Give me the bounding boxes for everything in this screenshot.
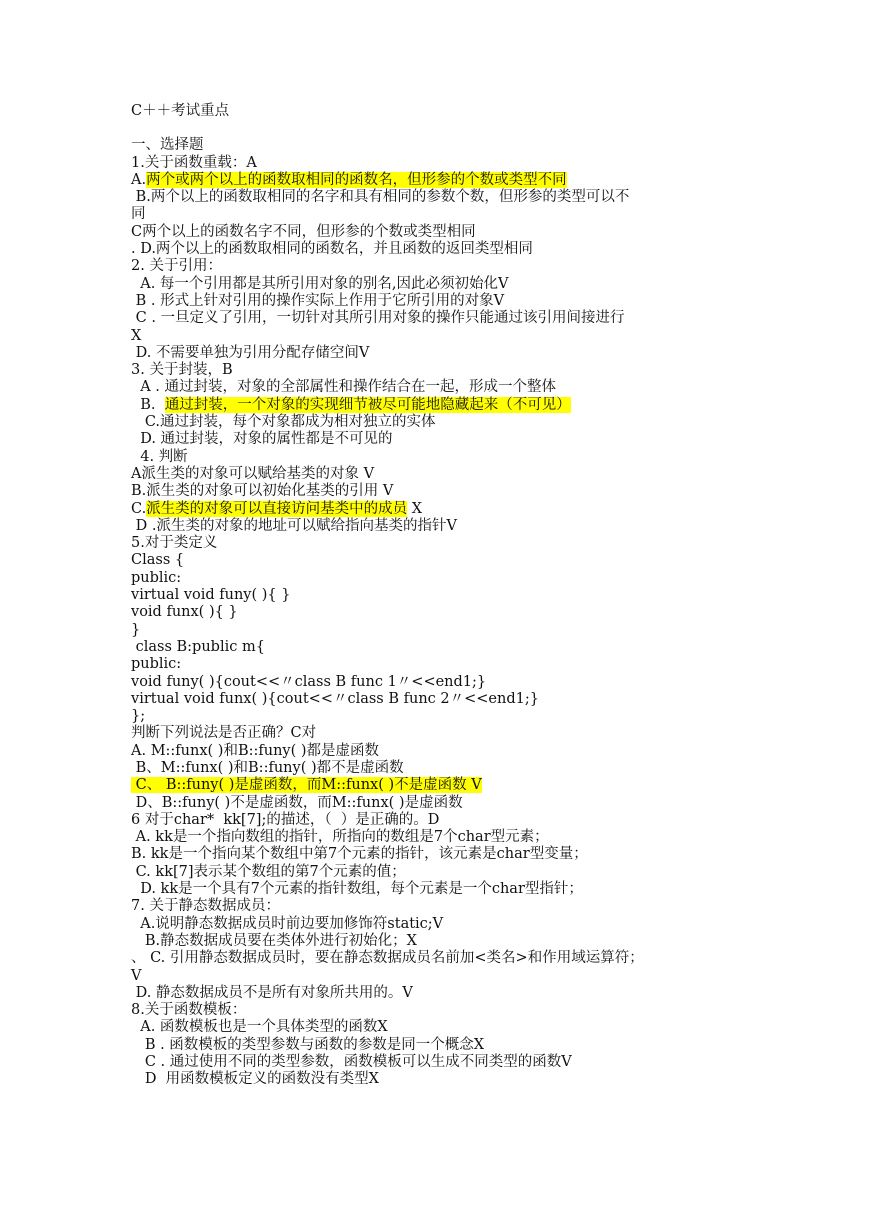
text-line: }; <box>131 708 146 725</box>
text-line: D. 通过封装，对象的属性都是不可见的 <box>131 431 393 448</box>
text-line <box>131 777 741 794</box>
text-line: void funx( ){ } <box>131 604 238 621</box>
text-line: . D.两个以上的函数取相同的函数名，并且函数的返回类型相同 <box>131 241 533 258</box>
text-line: virtual void funy( ){ } <box>131 587 291 604</box>
text-line: C . 一旦定义了引用，一切针对其所引用对象的操作只能通过该引用间接进行 <box>131 310 625 327</box>
text-line: A. 每一个引用都是其所引用对象的别名,因此必须初始化V <box>131 275 509 292</box>
text-line: C两个以上的函数名字不同，但形参的个数或类型相同 <box>131 223 476 240</box>
text-line: 4. 判断 <box>131 448 188 465</box>
blank-line <box>131 120 741 137</box>
text-line: B.静态数据成员要在类体外进行初始化；X <box>131 932 417 949</box>
text-line: D. 不需要单独为引用分配存储空间V <box>131 344 370 361</box>
text-line: A. M::funx( )和B::funy( )都是虚函数 <box>131 742 380 759</box>
text-line: B.派生类的对象可以初始化基类的引用 V <box>131 483 394 500</box>
text-line: 2. 关于引用： <box>131 258 222 275</box>
text-line: virtual void funx( ){cout<<〃class B func 2〃<<end1;} <box>131 690 539 707</box>
text-line: class B:public m{ <box>131 638 265 655</box>
text-line <box>131 172 741 189</box>
text-line: 3. 关于封装，B <box>131 362 233 379</box>
highlighted-answer: C、 B::funy( )是虚函数，而M::funx( )不是虚函数 V <box>131 777 482 794</box>
line-prefix: B. <box>131 396 165 413</box>
text-line: A派生类的对象可以赋给基类的对象 V <box>131 465 375 482</box>
text-line: B.两个以上的函数取相同的名字和具有相同的参数个数，但形参的类型可以不 <box>131 189 630 206</box>
text-line: V <box>131 967 142 984</box>
text-line: } <box>131 621 141 638</box>
text-line: A. kk是一个指向数组的指针，所指向的数组是7个char型元素； <box>131 829 549 846</box>
document-body <box>131 103 741 1089</box>
text-line: A.说明静态数据成员时前边要加修饰符static;V <box>131 915 444 932</box>
text-line: C. kk[7]表示某个数组的第7个元素的值； <box>131 863 406 880</box>
text-line <box>131 397 741 414</box>
text-line: 一、选择题 <box>131 137 204 154</box>
text-line: D、B::funy( )不是虚函数，而M::funx( )是虚函数 <box>131 794 463 811</box>
text-line <box>131 501 741 518</box>
text-line: 8.关于函数模板： <box>131 1002 247 1019</box>
text-line: 同 <box>131 206 146 223</box>
text-line: D 用函数模板定义的函数没有类型X <box>131 1071 379 1088</box>
text-line: 1.关于函数重载：A <box>131 154 257 171</box>
page-title: C＋＋考试重点 <box>131 103 230 119</box>
text-line: 、 C. 引用静态数据成员时，要在静态数据成员名前加<类名>和作用域运算符； <box>131 950 644 967</box>
text-line: A. 函数模板也是一个具体类型的函数X <box>131 1019 388 1036</box>
text-line: C . 通过使用不同的类型参数，函数模板可以生成不同类型的函数V <box>131 1054 572 1071</box>
text-line: X <box>131 327 142 344</box>
text-line: Class { <box>131 552 185 569</box>
highlighted-answer: 两个或两个以上的函数取相同的函数名，但形参的个数或类型不同 <box>146 171 567 188</box>
text-line: D .派生类的对象的地址可以赋给指向基类的指针V <box>131 517 457 534</box>
highlighted-answer: 派生类的对象可以直接访问基类中的成员 <box>146 500 408 517</box>
text-line: 6 对于char* kk[7];的描述，（ ）是正确的。D <box>131 811 440 828</box>
text-line: B . 形式上针对引用的操作实际上作用于它所引用的对象V <box>131 292 505 309</box>
text-line: B . 函数模板的类型参数与函数的参数是同一个概念X <box>131 1036 485 1053</box>
text-line: 5.对于类定义 <box>131 535 218 552</box>
text-line: D. kk是一个具有7个元素的指针数组，每个元素是一个char型指针； <box>131 881 583 898</box>
text-line: C.通过封装，每个对象都成为相对独立的实体 <box>131 414 436 431</box>
text-line: B. kk是一个指向某个数组中第7个元素的指针，该元素是char型变量； <box>131 846 588 863</box>
text-line: B、M::funx( )和B::funy( )都不是虚函数 <box>131 759 404 776</box>
text-line: D. 静态数据成员不是所有对象所共用的。V <box>131 984 413 1001</box>
text-line: public: <box>131 569 182 586</box>
text-line: public: <box>131 656 182 673</box>
text-line: void funy( ){cout<<〃class B func 1〃<<end1;} <box>131 673 487 690</box>
text-line: 判断下列说法是否正确？C对 <box>131 725 317 742</box>
line-suffix: X <box>407 500 423 517</box>
question-list <box>131 137 741 1088</box>
text-line: A . 通过封装，对象的全部属性和操作结合在一起，形成一个整体 <box>131 379 557 396</box>
text-line: 7. 关于静态数据成员： <box>131 898 280 915</box>
highlighted-answer: 通过封装，一个对象的实现细节被尽可能地隐藏起来（不可见） <box>164 396 571 413</box>
line-prefix: A. <box>131 171 147 188</box>
line-prefix: C. <box>131 500 147 517</box>
